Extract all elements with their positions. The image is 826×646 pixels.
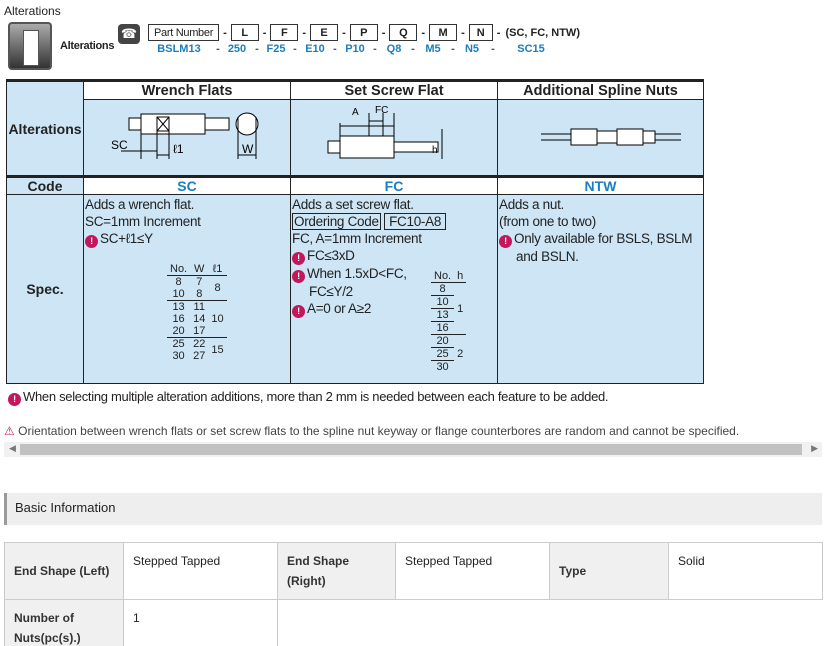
spec-ntw: Adds a nut. (from one to two) ! Only available for BSLS, BSLM and BSLN. [498,195,704,384]
number-of-nuts-value: 1 [124,600,278,646]
code-sc: SC [84,177,291,195]
header-set-screw-flat: Set Screw Flat [291,81,498,100]
phone-icon: ☎ [118,24,140,44]
number-of-nuts-label: Number of Nuts(pc(s).) [5,600,124,646]
shaft-alteration-icon [8,22,52,70]
spec-sc: Adds a wrench flat. SC=1mm Increment ! SC+ℓ1≤Y No. W ℓ1 8 7 8 10 8 13 11 10 16 14 20 17 25 22 15 30 27 [84,195,291,384]
code-box-p: P [350,24,378,41]
scrollbar-thumb[interactable] [20,444,802,455]
alterations-heading: Alterations [4,4,61,18]
end-shape-left-value: Stepped Tapped [124,543,278,600]
alterations-table [6,79,704,384]
code-box-n: N [469,24,493,41]
header-wrench-flats: Wrench Flats [84,81,291,100]
spec-row-label: Spec. [7,195,84,384]
sc-dim-label: SC [111,138,128,152]
sc-dimension-table: No. W ℓ1 8 7 8 10 8 13 11 10 16 14 20 17 25 22 15 30 27 [167,263,227,362]
horizontal-scrollbar[interactable] [4,442,822,457]
code-box-l: L [231,24,259,41]
spline-nuts-drawing [498,100,704,177]
type-label: Type [550,543,669,600]
spline-nuts-diagram [521,101,681,171]
warning-icon: ! [292,305,305,318]
alterations-row-label: Alterations [7,81,84,177]
code-box-q: Q [389,24,417,41]
wrench-flats-drawing [84,100,291,177]
w-dim-label: W [242,142,254,156]
warning-icon: ! [8,393,21,406]
scroll-right-icon[interactable]: ▶ [811,443,818,453]
warning-icon: ! [292,270,305,283]
warning-icon: ! [499,235,512,248]
code-box-m: M [429,24,457,41]
end-shape-left-label: End Shape (Left) [5,543,124,600]
a-dim-label: A [352,107,359,118]
part-number-format: Part Number - L - F - E - P - Q - M - N - (SC, FC, NTW) [145,24,580,41]
set-screw-flat-drawing [291,100,498,177]
spec-fc: Adds a set screw flat. Ordering Code FC10-A8 FC, A=1mm Increment ! FC≤3xD ! When 1.5xD<FC, FC≤Y/2 ! A=0 or A≥2 No. h 8 1 10 13 16 20 2 25 30 [291,195,498,384]
code-fc: FC [291,177,498,195]
basic-information-table [4,542,823,646]
orientation-note: ⚠ Orientation between wrench flats or set screw flats to the spline nut keyway or flange counterbores are random and cannot be specified. [4,424,740,438]
part-number-box: Part Number [148,24,219,41]
h-dim-label: h [432,145,438,156]
warning-icon: ⚠ [4,424,15,438]
l1-dim-label: ℓ1 [173,142,184,156]
end-shape-right-value: Stepped Tapped [396,543,550,600]
basic-information-header: Basic Information [4,493,822,525]
multiple-alterations-note: ! When selecting multiple alteration additions, more than 2 mm is needed between each feature to be added. [8,389,608,406]
type-value: Solid [669,543,823,600]
wrench-flats-diagram [107,101,267,171]
set-screw-flat-diagram [314,101,474,171]
part-number-example: BSLM13 - 250 - F25 - E10 - P10 - Q8 - M5 - N5 - SC15 [157,43,545,55]
code-ntw: NTW [498,177,704,195]
warning-icon: ! [292,252,305,265]
header-additional-spline-nuts: Additional Spline Nuts [498,81,704,100]
code-box-e: E [310,24,338,41]
alteration-codes: (SC, FC, NTW) [505,26,580,39]
end-shape-right-label: End Shape (Right) [278,543,396,600]
fc-dimension-table: No. h 8 1 10 13 16 20 2 25 30 [431,270,466,373]
scroll-left-icon[interactable]: ◀ [9,443,16,453]
fc-dim-label: FC [375,105,389,116]
code-row-label: Code [7,177,84,195]
alterations-icon-label: Alterations [60,40,115,52]
code-box-f: F [270,24,298,41]
warning-icon: ! [85,235,98,248]
